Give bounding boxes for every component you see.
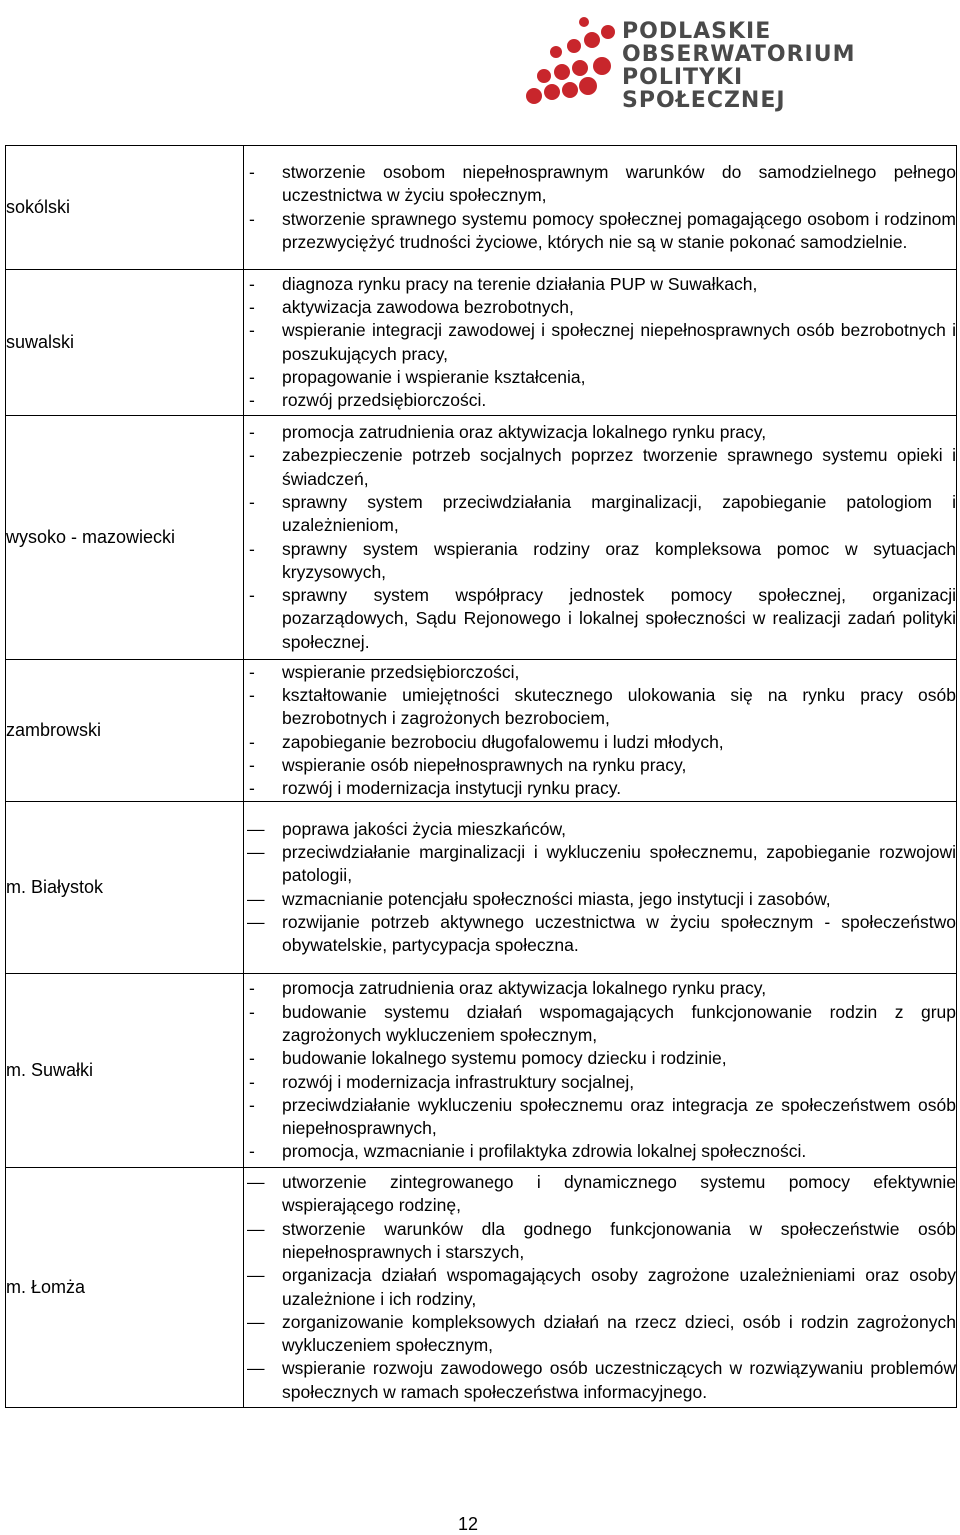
goals-cell: [244, 802, 957, 974]
list-item: [244, 1357, 956, 1404]
list-item-text: poprawa jakości życia mieszkańców,: [282, 818, 567, 839]
dash-bullet: -: [249, 1048, 255, 1069]
list-item: [244, 1047, 956, 1070]
list-item: [244, 491, 956, 538]
dash-bullet: —: [247, 1172, 265, 1193]
list-item: [244, 731, 956, 754]
dash-bullet: -: [249, 320, 255, 341]
list-item-text: przeciwdziałanie marginalizacji i wykluczeniu społecznemu, zapobieganie rozwojowi patologii,: [282, 841, 956, 886]
list-item-text: organizacja działań wspomagających osoby zagrożone uzależnieniami oraz osoby uzależnione i ich rodziny,: [282, 1265, 956, 1309]
list-item-text: rozwój przedsiębiorczości.: [282, 390, 487, 411]
list-item: [244, 161, 956, 208]
list-item: [244, 389, 956, 412]
goals-table: [5, 145, 957, 1408]
list-item-text: stworzenie sprawnego systemu pomocy społecznej pomagającego osobom i rodzinom przezwyciężyć trudności życiowe, których nie są w stanie pokonać samodzielnie.: [282, 208, 956, 252]
list-item-text: budowanie lokalnego systemu pomocy dziecku i rodzinie,: [282, 1048, 727, 1069]
list-item: [244, 1001, 956, 1048]
dash-bullet: —: [247, 1218, 265, 1239]
logo-podlaskie-obserwatorium: [522, 6, 922, 116]
list-item: [244, 208, 956, 255]
dash-bullet: —: [247, 1358, 265, 1379]
list-item-text: wspieranie integracji zawodowej i społecznej niepełnosprawnych osób bezrobotnych i poszukujących pracy,: [282, 320, 956, 364]
dash-bullet: -: [249, 684, 255, 705]
table-row: [6, 270, 957, 416]
list-item: [244, 273, 956, 296]
dash-bullet: -: [249, 273, 255, 294]
list-item-text: rozwijanie potrzeb aktywnego uczestnictwa w życiu społecznym - społeczeństwo obywatelskie, partycypacja społeczna.: [282, 911, 956, 956]
list-item-text: zabezpieczenie potrzeb socjalnych poprzez tworzenie sprawnego systemu opieki i świadczeń,: [282, 445, 956, 489]
region-name: m. Białystok: [6, 802, 244, 974]
dash-bullet: -: [249, 1094, 255, 1115]
list-item: [244, 296, 956, 319]
goals-cell: [244, 974, 957, 1168]
list-item: [244, 777, 956, 800]
dash-bullet: -: [249, 1141, 255, 1162]
dash-bullet: -: [249, 422, 255, 443]
list-item: [244, 1140, 956, 1163]
logo-line: PODLASKIE: [622, 19, 772, 44]
region-name: zambrowski: [6, 660, 244, 802]
goals-list: [244, 161, 956, 254]
table-row: [6, 146, 957, 270]
dash-bullet: -: [249, 296, 255, 317]
list-item-text: sprawny system przeciwdziałania marginalizacji, zapobieganie patologiom i uzależnieniom,: [282, 491, 956, 536]
dash-bullet: -: [249, 661, 255, 682]
goals-cell: [244, 416, 957, 660]
list-item-text: promocja zatrudnienia oraz aktywizacja lokalnego rynku pracy,: [282, 422, 767, 443]
dash-bullet: -: [249, 366, 255, 387]
list-item: [244, 977, 956, 1000]
list-item-text: budowanie systemu działań wspomagających funkcjonowanie rodzin z grup zagrożonych wykluczeniem społecznym,: [282, 1001, 956, 1045]
dash-bullet: —: [247, 841, 265, 862]
list-item-text: wspieranie przedsiębiorczości,: [282, 661, 520, 682]
table-row: [6, 802, 957, 974]
list-item-text: przeciwdziałanie wykluczeniu społecznemu oraz integracja ze społeczeństwem osób niepełnosprawnych,: [282, 1094, 956, 1139]
table-row: [6, 1168, 957, 1408]
list-item-text: promocja, wzmacnianie i profilaktyka zdrowia lokalnej społeczności.: [282, 1141, 807, 1162]
dash-bullet: -: [249, 754, 255, 775]
goals-list: [244, 661, 956, 801]
list-item: [244, 319, 956, 366]
list-item-text: wzmacnianie potencjału społeczności miasta, jego instytucji i zasobów,: [282, 888, 831, 909]
region-name: sokólski: [6, 146, 244, 270]
table-row: [6, 974, 957, 1168]
list-item: [244, 538, 956, 585]
list-item: [244, 1218, 956, 1265]
region-name: m. Łomża: [6, 1168, 244, 1408]
dash-bullet: -: [249, 1001, 255, 1022]
logo-line: POLITYKI: [622, 65, 744, 90]
logo-text: [622, 20, 922, 112]
list-item-text: stworzenie osobom niepełnosprawnym warunków do samodzielnego pełnego uczestnictwa w życiu społecznym,: [282, 161, 956, 206]
list-item-text: wspieranie rozwoju zawodowego osób uczestniczących w rozwiązywaniu problemów społecznych w ramach społeczeństwa informacyjnego.: [282, 1358, 956, 1402]
list-item: [244, 684, 956, 731]
list-item-text: promocja zatrudnienia oraz aktywizacja lokalnego rynku pracy,: [282, 978, 767, 999]
dash-bullet: -: [249, 778, 255, 799]
list-item-text: sprawny system wspierania rodziny oraz kompleksowa pomoc w sytuacjach kryzysowych,: [282, 538, 956, 582]
list-item: [244, 1311, 956, 1358]
region-name: m. Suwałki: [6, 974, 244, 1168]
dash-bullet: -: [249, 978, 255, 999]
page-number: 12: [458, 1514, 479, 1534]
list-item: [244, 1071, 956, 1094]
goals-list: [244, 818, 956, 958]
list-item-text: kształtowanie umiejętności skutecznego ulokowania się na rynku pracy osób bezrobotnych i zagrożonych bezrobociem,: [282, 684, 956, 729]
dash-bullet: -: [249, 491, 255, 512]
table-row: [6, 660, 957, 802]
dash-bullet: -: [249, 161, 255, 182]
list-item: [244, 841, 956, 888]
dash-bullet: —: [247, 1311, 265, 1332]
list-item: [244, 911, 956, 958]
dash-bullet: —: [247, 888, 265, 909]
list-item-text: diagnoza rynku pracy na terenie działania PUP w Suwałkach,: [282, 273, 758, 294]
logo-line: OBSERWATORIUM: [622, 42, 856, 67]
dash-bullet: -: [249, 731, 255, 752]
logo-line: SPOŁECZNEJ: [622, 88, 786, 113]
dash-bullet: -: [249, 1071, 255, 1092]
dash-bullet: -: [249, 208, 255, 229]
list-item: [244, 888, 956, 911]
goals-list: [244, 421, 956, 654]
dash-bullet: -: [249, 538, 255, 559]
dash-bullet: —: [247, 1265, 265, 1286]
dash-bullet: -: [249, 445, 255, 466]
dash-bullet: —: [247, 911, 265, 932]
list-item: [244, 818, 956, 841]
dash-bullet: -: [249, 585, 255, 606]
list-item: [244, 1094, 956, 1141]
list-item-text: rozwój i modernizacja instytucji rynku pracy.: [282, 778, 622, 799]
list-item-text: zapobieganie bezrobociu długofalowemu i ludzi młodych,: [282, 731, 724, 752]
list-item: [244, 421, 956, 444]
dash-bullet: -: [249, 390, 255, 411]
list-item-text: stworzenie warunków dla godnego funkcjonowania w społeczeństwie osób niepełnosprawnych i starszych,: [282, 1218, 956, 1262]
list-item: [244, 754, 956, 777]
region-name: wysoko - mazowiecki: [6, 416, 244, 660]
list-item: [244, 1171, 956, 1218]
list-item-text: sprawny system współpracy jednostek pomocy społecznej, organizacji pozarządowych, Sądu Rejonowego i lokalnej społeczności w realizacji zadań polityki społecznej.: [282, 585, 956, 652]
logo-dots-icon: [522, 6, 622, 116]
list-item-text: aktywizacja zawodowa bezrobotnych,: [282, 296, 574, 317]
dash-bullet: —: [247, 818, 265, 839]
list-item-text: propagowanie i wspieranie kształcenia,: [282, 366, 586, 387]
list-item: [244, 661, 956, 684]
list-item: [244, 444, 956, 491]
list-item: [244, 584, 956, 654]
goals-cell: [244, 1168, 957, 1408]
table-row: [6, 416, 957, 660]
list-item: [244, 366, 956, 389]
list-item: [244, 1264, 956, 1311]
goals-cell: [244, 660, 957, 802]
list-item-text: zorganizowanie kompleksowych działań na rzecz dzieci, osób i rodzin zagrożonych wykluczeniem społecznym,: [282, 1311, 956, 1356]
list-item-text: wspieranie osób niepełnosprawnych na rynku pracy,: [282, 754, 687, 775]
goals-list: [244, 977, 956, 1163]
goals-list: [244, 1171, 956, 1404]
region-name: suwalski: [6, 270, 244, 416]
goals-cell: [244, 146, 957, 270]
goals-cell: [244, 270, 957, 416]
list-item-text: rozwój i modernizacja infrastruktury socjalnej,: [282, 1071, 635, 1092]
list-item-text: utworzenie zintegrowanego i dynamicznego systemu pomocy efektywnie wspierającego rodzinę,: [282, 1172, 956, 1216]
goals-list: [244, 273, 956, 413]
